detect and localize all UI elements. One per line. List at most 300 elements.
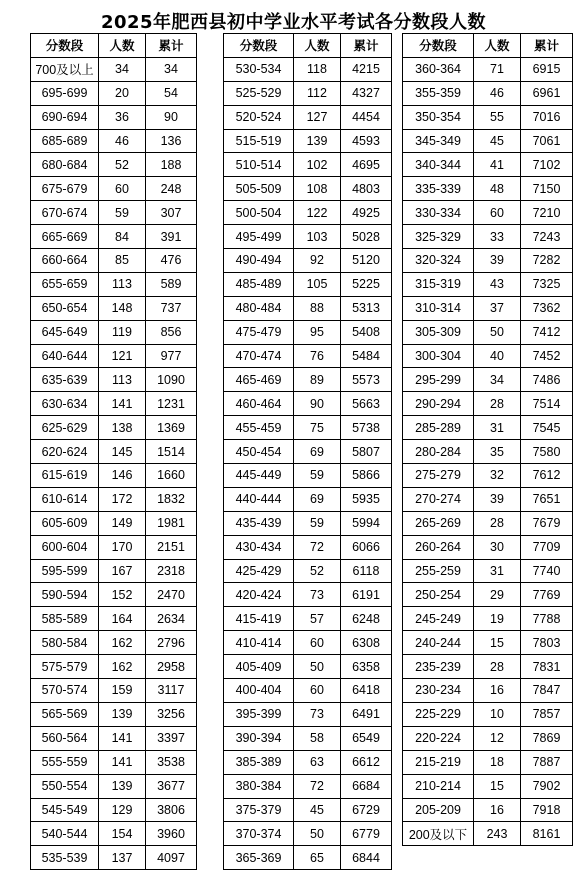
score-range-cell: 555-559: [31, 750, 99, 774]
table-row: [224, 487, 392, 511]
cumulative-cell: 188: [146, 153, 197, 177]
count-cell: 52: [294, 559, 341, 583]
score-table-2: [223, 33, 392, 870]
count-cell: 113: [99, 368, 146, 392]
table-row: [403, 487, 573, 511]
count-cell: 18: [474, 750, 521, 774]
table-row: [224, 57, 392, 81]
count-cell: 149: [99, 511, 146, 535]
table-row: [31, 57, 197, 81]
score-range-cell: 235-239: [403, 655, 474, 679]
score-range-cell: 615-619: [31, 464, 99, 488]
count-cell: 65: [294, 846, 341, 870]
count-cell: 46: [99, 129, 146, 153]
count-cell: 57: [294, 607, 341, 631]
header-score-range: 分数段: [224, 34, 294, 58]
cumulative-cell: 7740: [521, 559, 573, 583]
table-row: [224, 464, 392, 488]
table-row: [224, 511, 392, 535]
score-range-cell: 580-584: [31, 631, 99, 655]
score-range-cell: 680-684: [31, 153, 99, 177]
cumulative-cell: 1981: [146, 511, 197, 535]
cumulative-cell: 5484: [341, 344, 392, 368]
count-cell: 45: [474, 129, 521, 153]
score-range-cell: 650-654: [31, 296, 99, 320]
cumulative-cell: 2470: [146, 583, 197, 607]
count-cell: 172: [99, 487, 146, 511]
table-row: [31, 440, 197, 464]
count-cell: 152: [99, 583, 146, 607]
table-row: [31, 392, 197, 416]
cumulative-cell: 7788: [521, 607, 573, 631]
table-row: [403, 57, 573, 81]
cumulative-cell: 4803: [341, 177, 392, 201]
table-row: [403, 535, 573, 559]
table-row: [224, 272, 392, 296]
cumulative-cell: 3117: [146, 679, 197, 703]
score-range-cell: 335-339: [403, 177, 474, 201]
count-cell: 39: [474, 487, 521, 511]
cumulative-cell: 1832: [146, 487, 197, 511]
score-range-cell: 585-589: [31, 607, 99, 631]
table-row: [403, 368, 573, 392]
cumulative-cell: 7857: [521, 702, 573, 726]
score-range-cell: 210-214: [403, 774, 474, 798]
table-row: [403, 440, 573, 464]
table-row: [31, 105, 197, 129]
count-cell: 146: [99, 464, 146, 488]
count-cell: 84: [99, 225, 146, 249]
score-range-cell: 245-249: [403, 607, 474, 631]
count-cell: 12: [474, 726, 521, 750]
header-cumulative: 累计: [146, 34, 197, 58]
cumulative-cell: 7362: [521, 296, 573, 320]
table-row: [31, 225, 197, 249]
header-score-range: 分数段: [31, 34, 99, 58]
cumulative-cell: 7545: [521, 416, 573, 440]
score-range-cell: 685-689: [31, 129, 99, 153]
count-cell: 59: [99, 201, 146, 225]
count-cell: 10: [474, 702, 521, 726]
count-cell: 60: [294, 679, 341, 703]
table-row: [31, 272, 197, 296]
score-range-cell: 405-409: [224, 655, 294, 679]
cumulative-cell: 4454: [341, 105, 392, 129]
count-cell: 33: [474, 225, 521, 249]
cumulative-cell: 6248: [341, 607, 392, 631]
page-title: 2025年肥西县初中学业水平考试各分数段人数: [100, 12, 487, 33]
count-cell: 40: [474, 344, 521, 368]
count-cell: 58: [294, 726, 341, 750]
count-cell: 39: [474, 249, 521, 273]
count-cell: 92: [294, 249, 341, 273]
count-cell: 71: [474, 57, 521, 81]
score-tables: [30, 33, 572, 865]
cumulative-cell: 7902: [521, 774, 573, 798]
cumulative-cell: 1231: [146, 392, 197, 416]
table-row: [403, 631, 573, 655]
cumulative-cell: 7769: [521, 583, 573, 607]
count-cell: 60: [294, 631, 341, 655]
count-cell: 141: [99, 392, 146, 416]
header-cumulative: 累计: [521, 34, 573, 58]
table-row: [403, 774, 573, 798]
score-range-cell: 570-574: [31, 679, 99, 703]
table-row: [403, 272, 573, 296]
count-cell: 75: [294, 416, 341, 440]
score-range-cell: 665-669: [31, 225, 99, 249]
count-cell: 69: [294, 440, 341, 464]
cumulative-cell: 7803: [521, 631, 573, 655]
count-cell: 139: [294, 129, 341, 153]
table-row: [224, 750, 392, 774]
cumulative-cell: 136: [146, 129, 197, 153]
table-row: [31, 249, 197, 273]
score-range-cell: 450-454: [224, 440, 294, 464]
count-cell: 90: [294, 392, 341, 416]
count-cell: 16: [474, 798, 521, 822]
score-range-cell: 660-664: [31, 249, 99, 273]
count-cell: 73: [294, 702, 341, 726]
table-row: [403, 320, 573, 344]
score-range-cell: 655-659: [31, 272, 99, 296]
score-range-cell: 260-264: [403, 535, 474, 559]
cumulative-cell: 7325: [521, 272, 573, 296]
cumulative-cell: 4593: [341, 129, 392, 153]
score-range-cell: 205-209: [403, 798, 474, 822]
count-cell: 50: [294, 822, 341, 846]
table-row: [224, 81, 392, 105]
score-range-cell: 425-429: [224, 559, 294, 583]
cumulative-cell: 5028: [341, 225, 392, 249]
table-row: [31, 201, 197, 225]
count-cell: 15: [474, 631, 521, 655]
score-range-cell: 360-364: [403, 57, 474, 81]
count-cell: 108: [294, 177, 341, 201]
count-cell: 164: [99, 607, 146, 631]
cumulative-cell: 7282: [521, 249, 573, 273]
score-range-cell: 565-569: [31, 702, 99, 726]
table-row: [224, 177, 392, 201]
score-range-cell: 575-579: [31, 655, 99, 679]
table-row: [31, 177, 197, 201]
table-row: [224, 535, 392, 559]
score-range-cell: 515-519: [224, 129, 294, 153]
table-row: [31, 655, 197, 679]
score-range-cell: 445-449: [224, 464, 294, 488]
count-cell: 43: [474, 272, 521, 296]
score-range-cell: 280-284: [403, 440, 474, 464]
header-cumulative: 累计: [341, 34, 392, 58]
score-range-cell: 640-644: [31, 344, 99, 368]
cumulative-cell: 7887: [521, 750, 573, 774]
table-row: [224, 726, 392, 750]
score-range-cell: 300-304: [403, 344, 474, 368]
score-range-cell: 525-529: [224, 81, 294, 105]
count-cell: 139: [99, 774, 146, 798]
cumulative-cell: 6729: [341, 798, 392, 822]
cumulative-cell: 6118: [341, 559, 392, 583]
score-range-cell: 215-219: [403, 750, 474, 774]
score-range-cell: 475-479: [224, 320, 294, 344]
score-range-cell: 695-699: [31, 81, 99, 105]
cumulative-cell: 1514: [146, 440, 197, 464]
score-range-cell: 635-639: [31, 368, 99, 392]
count-cell: 50: [474, 320, 521, 344]
count-cell: 45: [294, 798, 341, 822]
table-row: [403, 726, 573, 750]
table-row: [224, 416, 392, 440]
header-count: 人数: [294, 34, 341, 58]
cumulative-cell: 7061: [521, 129, 573, 153]
cumulative-cell: 7412: [521, 320, 573, 344]
count-cell: 129: [99, 798, 146, 822]
table-row: [224, 249, 392, 273]
score-range-cell: 485-489: [224, 272, 294, 296]
table-row: [224, 774, 392, 798]
count-cell: 118: [294, 57, 341, 81]
cumulative-cell: 391: [146, 225, 197, 249]
table-row: [403, 822, 573, 846]
cumulative-cell: 589: [146, 272, 197, 296]
score-range-cell: 200及以下: [403, 822, 474, 846]
cumulative-cell: 7580: [521, 440, 573, 464]
cumulative-cell: 7679: [521, 511, 573, 535]
table-row: [31, 631, 197, 655]
table-row: [224, 655, 392, 679]
cumulative-cell: 6612: [341, 750, 392, 774]
cumulative-cell: 5120: [341, 249, 392, 273]
table-row: [31, 750, 197, 774]
score-range-cell: 480-484: [224, 296, 294, 320]
count-cell: 59: [294, 511, 341, 535]
count-cell: 34: [99, 57, 146, 81]
table-row: [403, 153, 573, 177]
score-range-cell: 535-539: [31, 846, 99, 870]
score-range-cell: 430-434: [224, 535, 294, 559]
table-row: [224, 129, 392, 153]
count-cell: 167: [99, 559, 146, 583]
count-cell: 60: [99, 177, 146, 201]
table-row: [31, 822, 197, 846]
score-range-cell: 310-314: [403, 296, 474, 320]
count-cell: 148: [99, 296, 146, 320]
score-range-cell: 220-224: [403, 726, 474, 750]
score-range-cell: 345-349: [403, 129, 474, 153]
table-row: [31, 511, 197, 535]
count-cell: 141: [99, 750, 146, 774]
table-row: [403, 201, 573, 225]
table-row: [31, 464, 197, 488]
score-range-cell: 605-609: [31, 511, 99, 535]
table-row: [403, 655, 573, 679]
table-row: [31, 416, 197, 440]
score-range-cell: 365-369: [224, 846, 294, 870]
score-range-cell: 460-464: [224, 392, 294, 416]
count-cell: 15: [474, 774, 521, 798]
score-range-cell: 610-614: [31, 487, 99, 511]
score-range-cell: 375-379: [224, 798, 294, 822]
table-row: [31, 129, 197, 153]
cumulative-cell: 2958: [146, 655, 197, 679]
table-row: [224, 583, 392, 607]
table-row: [31, 296, 197, 320]
table-row: [403, 464, 573, 488]
cumulative-cell: 248: [146, 177, 197, 201]
count-cell: 105: [294, 272, 341, 296]
score-range-cell: 250-254: [403, 583, 474, 607]
table-row: [403, 416, 573, 440]
count-cell: 36: [99, 105, 146, 129]
table-row: [403, 81, 573, 105]
count-cell: 41: [474, 153, 521, 177]
cumulative-cell: 856: [146, 320, 197, 344]
table-row: [224, 440, 392, 464]
cumulative-cell: 7651: [521, 487, 573, 511]
score-range-cell: 455-459: [224, 416, 294, 440]
table-row: [224, 631, 392, 655]
table-row: [31, 368, 197, 392]
score-range-cell: 410-414: [224, 631, 294, 655]
table-row: [31, 702, 197, 726]
table-row: [403, 702, 573, 726]
table-row: [403, 129, 573, 153]
count-cell: 145: [99, 440, 146, 464]
table-row: [403, 750, 573, 774]
score-range-cell: 340-344: [403, 153, 474, 177]
cumulative-cell: 4925: [341, 201, 392, 225]
cumulative-cell: 7612: [521, 464, 573, 488]
cumulative-cell: 2796: [146, 631, 197, 655]
table-row: [31, 559, 197, 583]
table-row: [31, 81, 197, 105]
score-range-cell: 305-309: [403, 320, 474, 344]
score-range-cell: 395-399: [224, 702, 294, 726]
cumulative-cell: 7847: [521, 679, 573, 703]
score-range-cell: 600-604: [31, 535, 99, 559]
table-row: [224, 105, 392, 129]
table-row: [224, 296, 392, 320]
cumulative-cell: 7514: [521, 392, 573, 416]
cumulative-cell: 5935: [341, 487, 392, 511]
table-row: [31, 583, 197, 607]
score-range-cell: 490-494: [224, 249, 294, 273]
table-row: [403, 511, 573, 535]
score-range-cell: 505-509: [224, 177, 294, 201]
score-range-cell: 595-599: [31, 559, 99, 583]
count-cell: 112: [294, 81, 341, 105]
count-cell: 162: [99, 655, 146, 679]
cumulative-cell: 7831: [521, 655, 573, 679]
table-row: [31, 607, 197, 631]
score-range-cell: 560-564: [31, 726, 99, 750]
score-range-cell: 370-374: [224, 822, 294, 846]
cumulative-cell: 6418: [341, 679, 392, 703]
cumulative-cell: 6684: [341, 774, 392, 798]
cumulative-cell: 977: [146, 344, 197, 368]
cumulative-cell: 7150: [521, 177, 573, 201]
table-row: [224, 320, 392, 344]
score-range-cell: 465-469: [224, 368, 294, 392]
cumulative-cell: 5408: [341, 320, 392, 344]
cumulative-cell: 737: [146, 296, 197, 320]
count-cell: 35: [474, 440, 521, 464]
header-row: [224, 34, 392, 58]
score-range-cell: 540-544: [31, 822, 99, 846]
cumulative-cell: 6779: [341, 822, 392, 846]
score-range-cell: 320-324: [403, 249, 474, 273]
score-range-cell: 255-259: [403, 559, 474, 583]
score-range-cell: 270-274: [403, 487, 474, 511]
count-cell: 85: [99, 249, 146, 273]
cumulative-cell: 54: [146, 81, 197, 105]
score-range-cell: 225-229: [403, 702, 474, 726]
score-range-cell: 690-694: [31, 105, 99, 129]
count-cell: 137: [99, 846, 146, 870]
score-range-cell: 330-334: [403, 201, 474, 225]
score-table-1: [30, 33, 197, 870]
table-row: [224, 846, 392, 870]
score-range-cell: 630-634: [31, 392, 99, 416]
table-row: [224, 559, 392, 583]
cumulative-cell: 7452: [521, 344, 573, 368]
header-count: 人数: [474, 34, 521, 58]
score-range-cell: 390-394: [224, 726, 294, 750]
score-range-cell: 275-279: [403, 464, 474, 488]
table-row: [224, 679, 392, 703]
cumulative-cell: 3960: [146, 822, 197, 846]
count-cell: 31: [474, 559, 521, 583]
table-row: [31, 726, 197, 750]
cumulative-cell: 5663: [341, 392, 392, 416]
score-range-cell: 265-269: [403, 511, 474, 535]
score-range-cell: 700及以上: [31, 57, 99, 81]
count-cell: 19: [474, 607, 521, 631]
table-row: [224, 201, 392, 225]
count-cell: 28: [474, 655, 521, 679]
table-row: [403, 344, 573, 368]
table-row: [31, 487, 197, 511]
count-cell: 139: [99, 702, 146, 726]
score-range-cell: 350-354: [403, 105, 474, 129]
cumulative-cell: 7709: [521, 535, 573, 559]
count-cell: 76: [294, 344, 341, 368]
score-range-cell: 550-554: [31, 774, 99, 798]
cumulative-cell: 1660: [146, 464, 197, 488]
count-cell: 73: [294, 583, 341, 607]
score-range-cell: 290-294: [403, 392, 474, 416]
score-range-cell: 590-594: [31, 583, 99, 607]
score-range-cell: 380-384: [224, 774, 294, 798]
cumulative-cell: 2634: [146, 607, 197, 631]
score-range-cell: 675-679: [31, 177, 99, 201]
cumulative-cell: 6358: [341, 655, 392, 679]
count-cell: 88: [294, 296, 341, 320]
cumulative-cell: 34: [146, 57, 197, 81]
count-cell: 243: [474, 822, 521, 846]
count-cell: 31: [474, 416, 521, 440]
count-cell: 69: [294, 487, 341, 511]
score-range-cell: 670-674: [31, 201, 99, 225]
table-row: [403, 105, 573, 129]
score-range-cell: 385-389: [224, 750, 294, 774]
cumulative-cell: 6491: [341, 702, 392, 726]
count-cell: 55: [474, 105, 521, 129]
cumulative-cell: 7918: [521, 798, 573, 822]
score-range-cell: 295-299: [403, 368, 474, 392]
table-row: [31, 320, 197, 344]
table-row: [224, 702, 392, 726]
